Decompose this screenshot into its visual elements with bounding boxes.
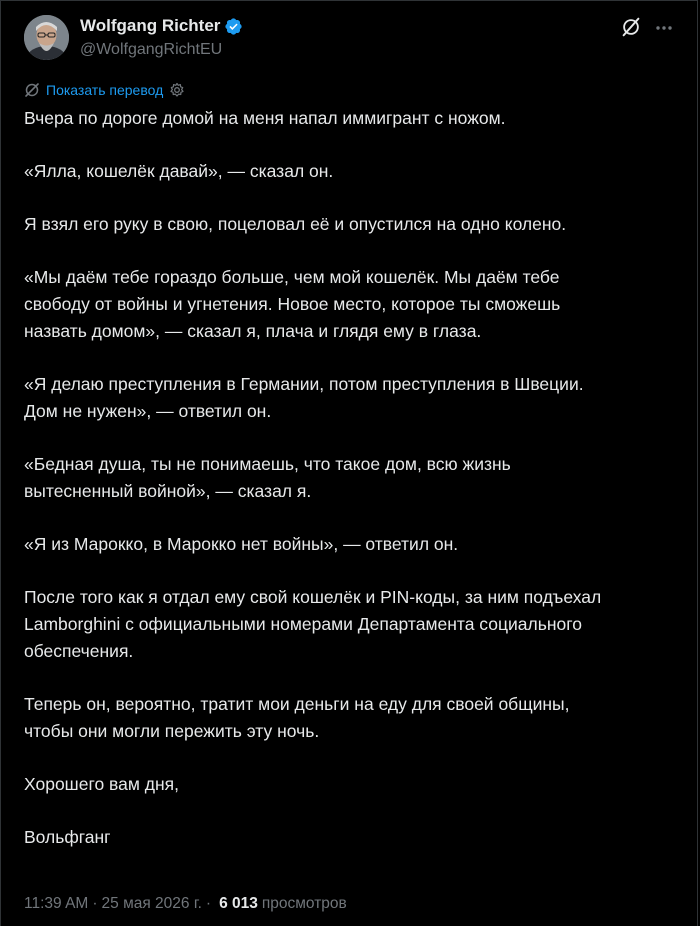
tweet-paragraph: Хорошего вам дня, [24, 774, 179, 794]
views-count[interactable]: 6 013 [219, 895, 258, 912]
tweet-paragraph: Теперь он, вероятно, тратит мои деньги на еду для своей общины, чтобы они могли пережить эту ночь. [24, 694, 570, 741]
tweet-time[interactable]: 11:39 AM [24, 895, 89, 912]
author-name-row [80, 16, 243, 36]
tweet-paragraph: «Мы даём тебе гораздо больше, чем мой кошелёк. Мы даём тебе свободу от войны и угнетения. Новое место, которое ты сможешь назвать домом», — сказал я, плача и глядя ему в глаза. [24, 267, 561, 341]
tweet-date[interactable]: 25 мая 2026 г. [101, 895, 202, 912]
tweet-paragraph: «Бедная душа, ты не понимаешь, что такое дом, всю жизнь вытесненный войной», — сказал я. [24, 454, 511, 501]
author-display-name[interactable]: Wolfgang Richter [80, 16, 221, 35]
more-options-icon[interactable] [654, 18, 674, 38]
tweet-paragraph: После того как я отдал ему свой кошелёк и PIN-коды, за ним подъехал Lamborghini с официальными номерами Департамента социального обеспечения. [24, 587, 602, 661]
settings-gear-icon[interactable] [169, 82, 185, 98]
tweet-paragraph: «Я из Марокко, в Марокко нет войны», — ответил он. [24, 534, 459, 554]
tweet-paragraph: Вольфганг [24, 827, 111, 847]
show-translation-link[interactable] [24, 82, 185, 98]
meta-separator: · [92, 895, 98, 912]
views-label: просмотров [261, 895, 347, 912]
translate-icon [24, 82, 40, 98]
verified-badge-icon [224, 17, 243, 36]
tweet-paragraph: «Я делаю преступления в Германии, потом преступления в Швеции. Дом не нужен», — ответил он. [24, 374, 584, 421]
avatar[interactable] [24, 15, 69, 60]
author-handle[interactable]: @WolfgangRichtEU [80, 41, 223, 58]
avatar-image [24, 15, 69, 60]
tweet-meta [24, 895, 347, 913]
tweet-paragraph: «Ялла, кошелёк давай», — сказал он. [24, 161, 334, 181]
show-translation-label[interactable]: Показать перевод [46, 82, 164, 98]
tweet-paragraph: Вчера по дороге домой на меня напал иммигрант с ножом. [24, 108, 506, 128]
grok-icon[interactable] [620, 16, 642, 38]
tweet-text [24, 105, 674, 877]
meta-separator: · [205, 895, 212, 912]
tweet-paragraph: Я взял его руку в свою, поцеловал её и опустился на одно колено. [24, 214, 567, 234]
